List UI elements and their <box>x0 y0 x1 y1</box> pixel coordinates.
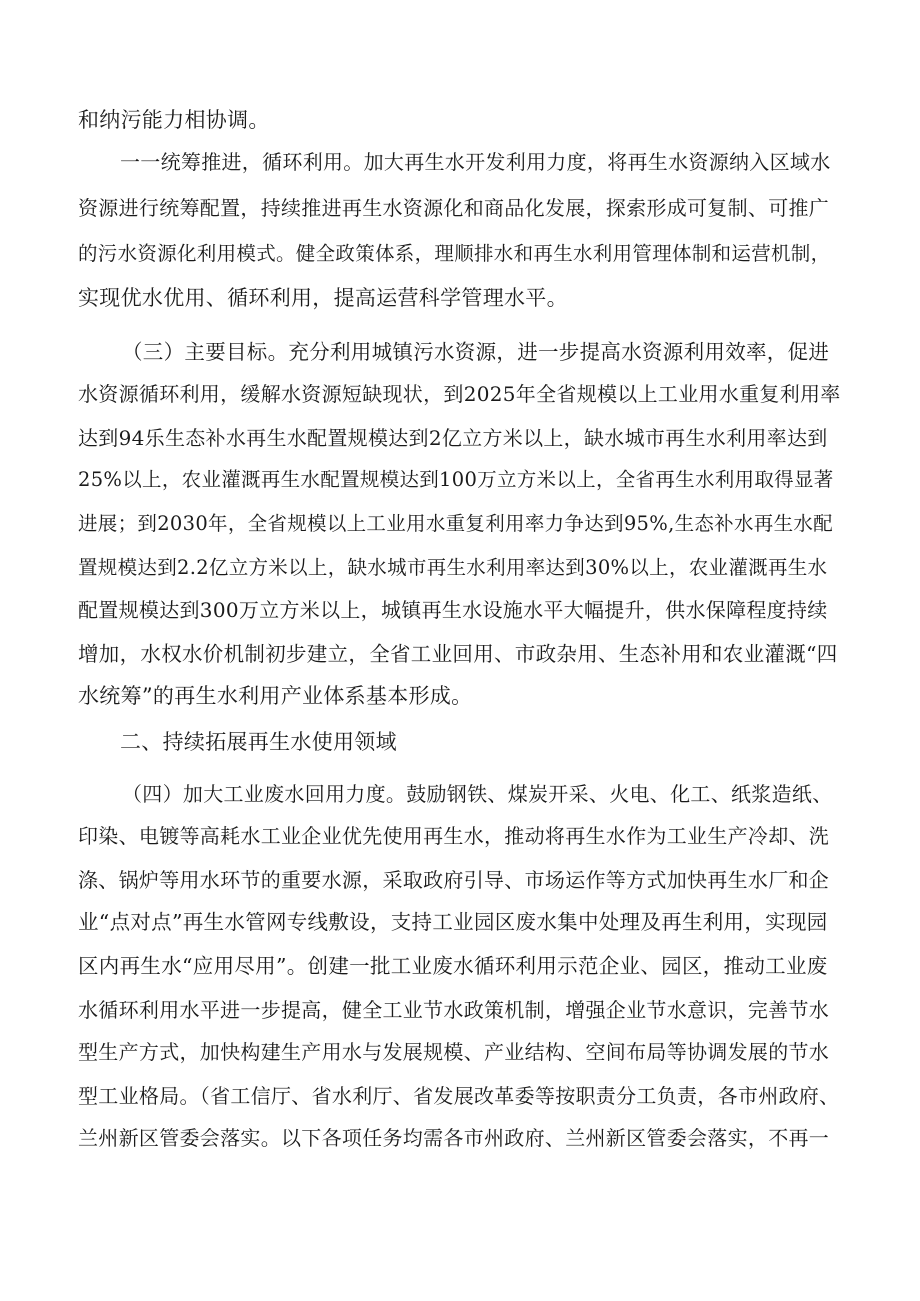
text-line: 增加，水权水价机制初步建立，全省工业回用、市政杂用、生态补用和农业灌溉“四 <box>78 642 838 666</box>
text-line: 水资源循环利用，缓解水资源短缺现状，到2025年全省规模以上工业用水重复利用率 <box>78 382 841 406</box>
text-line: 25%以上，农业灌溉再生水配置规模达到100万立方米以上，全省再生水利用取得显著 <box>78 468 834 491</box>
text-line: 进展；到2030年，全省规模以上工业用水重复利用率力争达到95%,生态补水再生水配 <box>78 512 833 535</box>
text-line: 兰州新区管委会落实。以下各项任务均需各市州政府、兰州新区管委会落实，不再一 <box>78 1126 830 1150</box>
text-line: 印染、电镀等高耗水工业企业优先使用再生水，推动将再生水作为工业生产冷却、洗 <box>78 824 830 848</box>
text-line: 区内再生水“应用尽用”。创建一批工业废水循环利用示范企业、园区，推动工业废 <box>78 954 828 978</box>
text-line: （四）加大工业废水回用力度。鼓励钢铁、煤炭开采、火电、化工、纸浆造纸、 <box>122 782 833 806</box>
text-line: 实现优水优用、循环利用，提高运营科学管理水平。 <box>78 286 568 310</box>
text-line: 置规模达到2.2亿立方米以上，缺水城市再生水利用率达到30%以上，农业灌溉再生水 <box>78 556 828 579</box>
text-line: 型工业格局。（省工信厅、省水利厅、省发展改革委等按职责分工负责，各市州政府、 <box>78 1084 840 1108</box>
text-line: （三）主要目标。充分利用城镇污水资源，进一步提高水资源利用效率，促进 <box>122 340 830 364</box>
text-line: 一一统筹推进，循环利用。加大再生水开发利用力度，将再生水资源纳入区域水 <box>120 150 831 174</box>
text-line: 型生产方式，加快构建生产用水与发展规模、产业结构、空间布局等协调发展的节水 <box>78 1040 830 1064</box>
text-line: 水循环利用水平进一步提高，健全工业节水政策机制，增强企业节水意识，完善节水 <box>78 998 830 1022</box>
text-line: 业“点对点”再生水管网专线敷设，支持工业园区废水集中处理及再生利用，实现园 <box>78 910 828 934</box>
text-line: 涤、锅炉等用水环节的重要水源，采取政府引导、市场运作等方式加快再生水厂和企 <box>78 868 830 892</box>
section-heading: 二、持续拓展再生水使用领域 <box>120 730 397 754</box>
text-line: 和纳污能力相协调。 <box>78 108 270 132</box>
text-line: 配置规模达到300万立方米以上，城镇再生水设施水平大幅提升，供水保障程度持续 <box>78 598 828 622</box>
text-line: 的污水资源化利用模式。健全政策体系，理顺排水和再生水利用管理体制和运营机制， <box>78 242 831 265</box>
text-line: 达到94乐生态补水再生水配置规模达到2亿立方米以上，缺水城市再生水利用率达到 <box>78 426 828 450</box>
text-line: 资源进行统筹配置，持续推进再生水资源化和商品化发展，探索形成可复制、可推广 <box>78 196 830 220</box>
text-line: 水统筹”的再生水利用产业体系基本形成。 <box>78 684 473 708</box>
